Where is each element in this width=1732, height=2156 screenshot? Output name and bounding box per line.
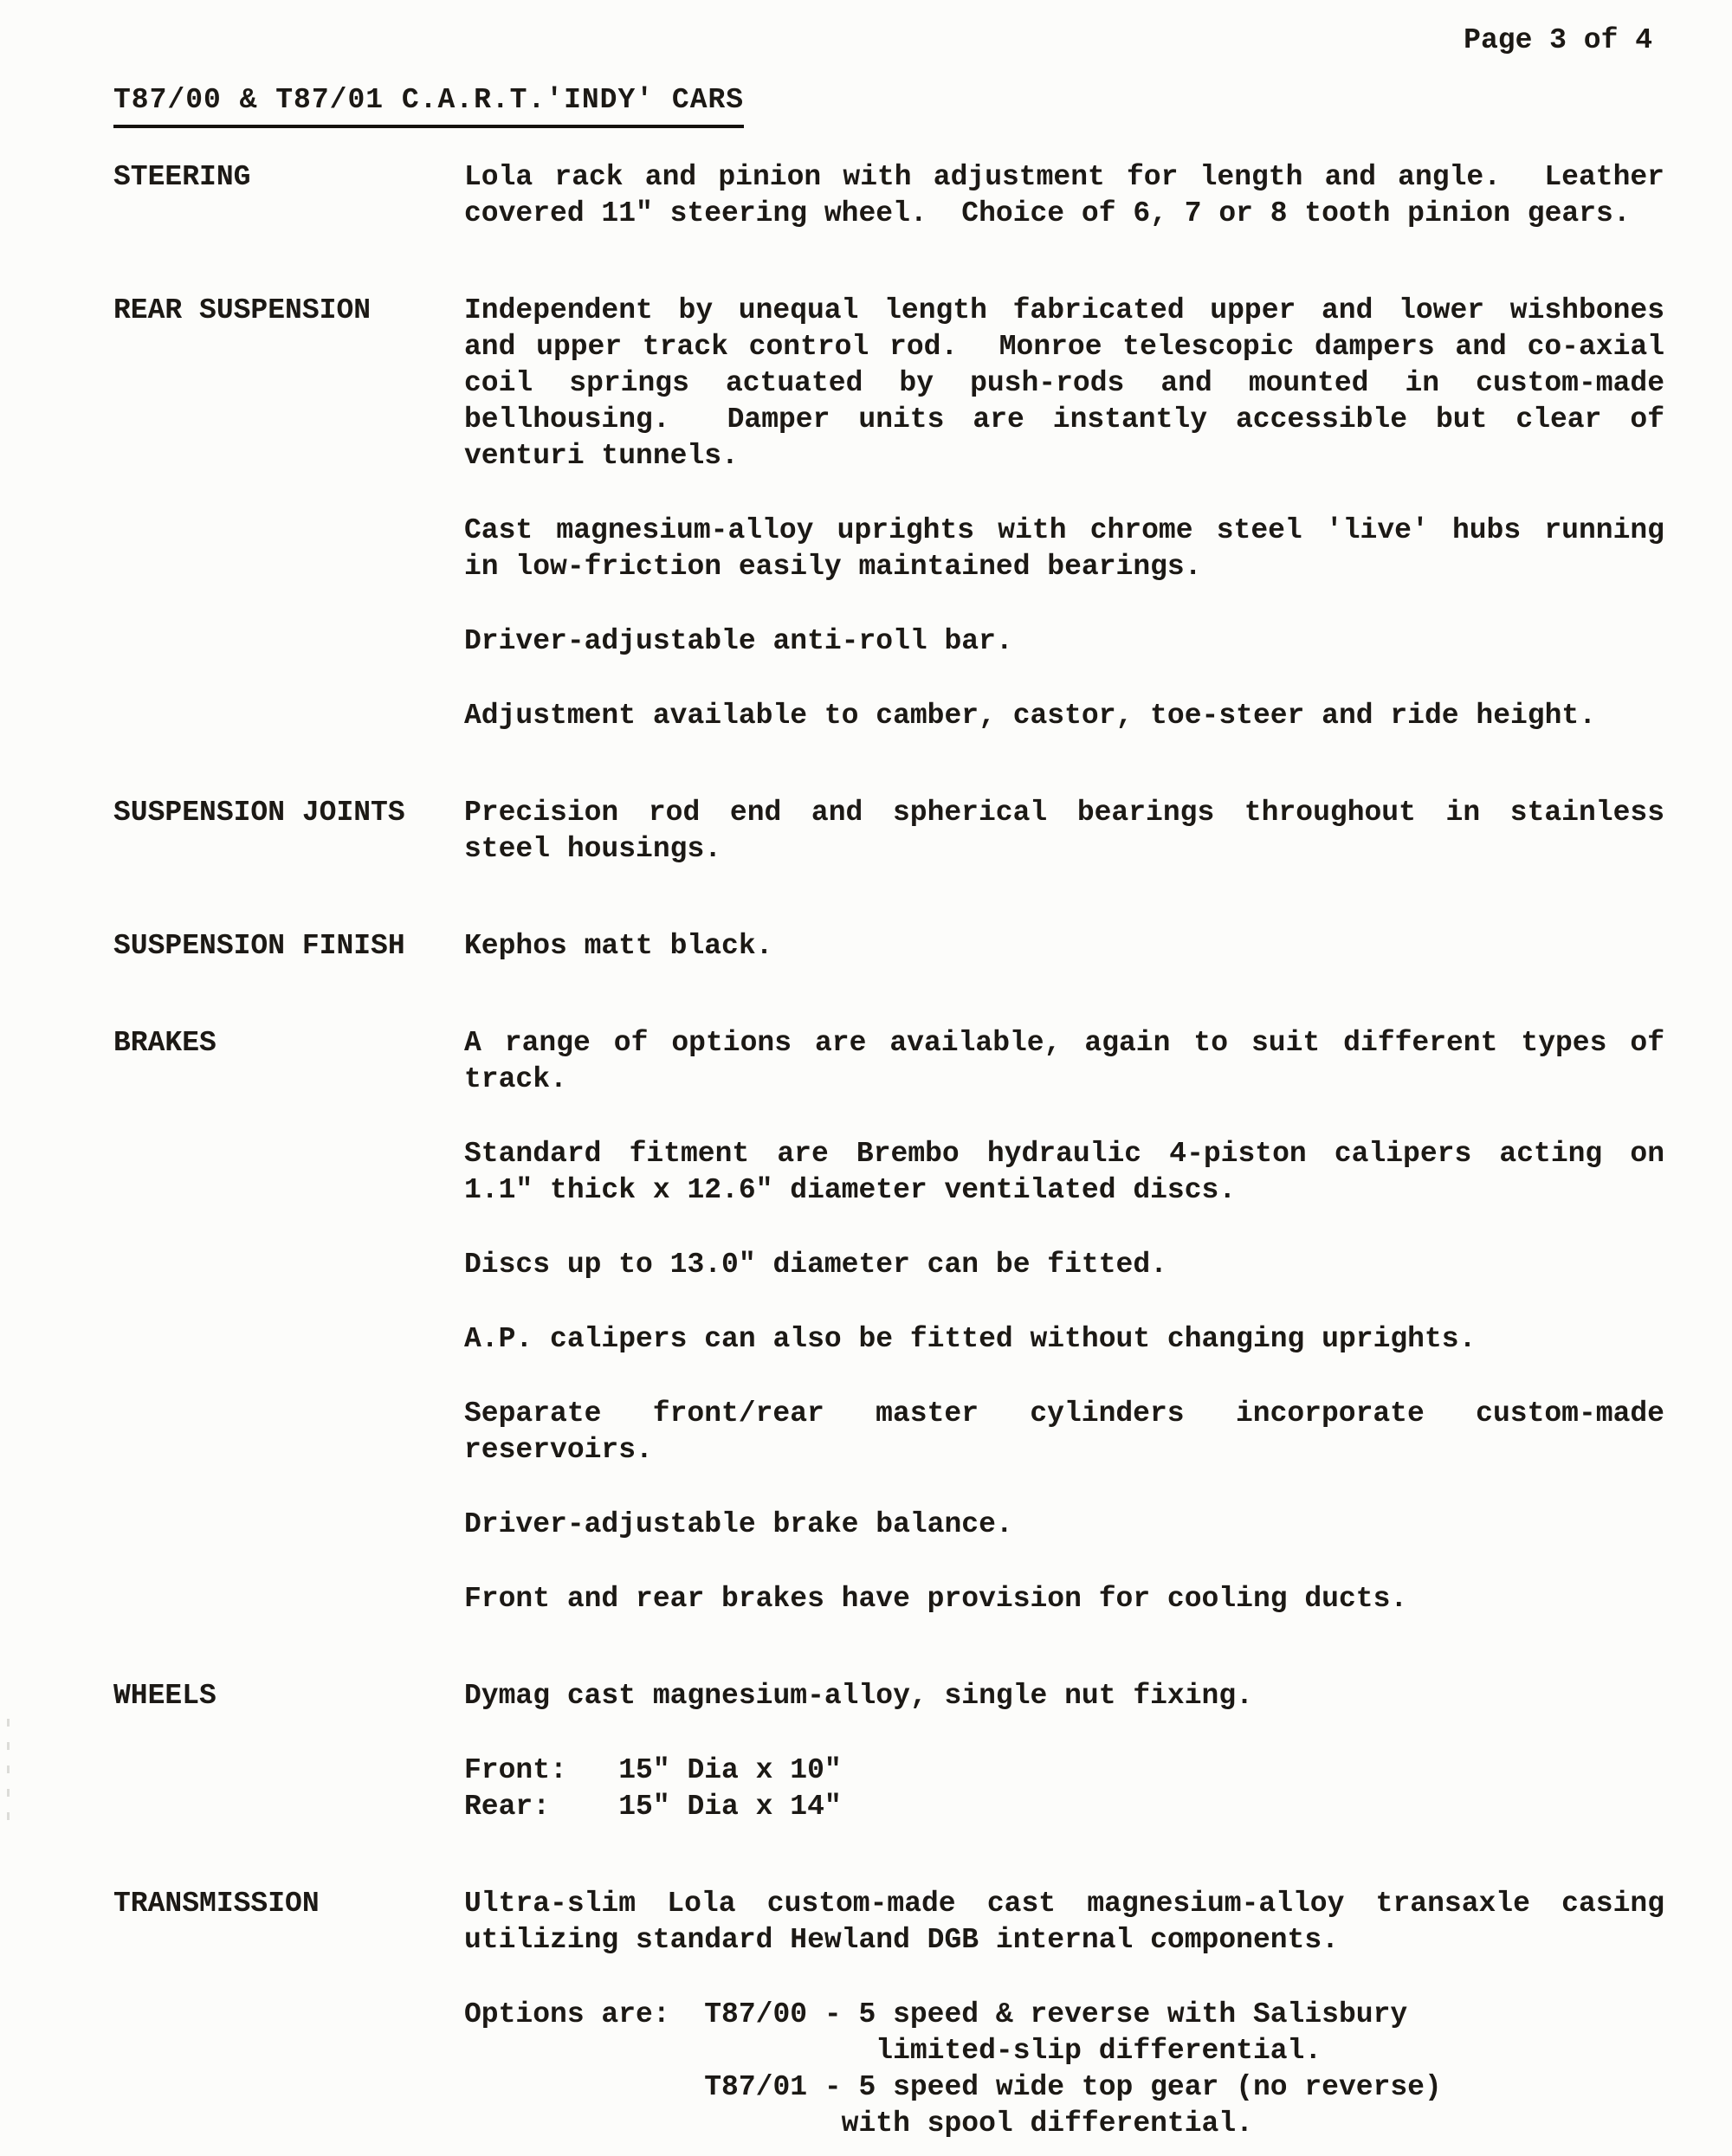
- spec-section-suspension-joints: [0, 795, 1732, 868]
- paragraph: Adjustment available to camber, castor, toe-steer and ride height.: [464, 700, 1597, 732]
- section-content: [464, 1025, 1682, 1617]
- paragraph: Separate front/rear master cylinders incorporate custom-made reservoirs.: [464, 1398, 1682, 1466]
- spec-line: T87/01 - 5 speed wide top gear (no reverse): [464, 2071, 1442, 2103]
- spec-line: with spool differential.: [464, 2108, 1253, 2140]
- spec-section-steering: [0, 159, 1732, 232]
- paragraph: Kephos matt black.: [464, 930, 773, 962]
- scan-artifact: [7, 1719, 10, 1827]
- spec-lines: [464, 1997, 1664, 2142]
- paragraph: Cast magnesium-alloy uprights with chrome steel 'live' hubs running in low-friction easily maintained bearings.: [464, 514, 1682, 583]
- spec-sections: [0, 159, 1732, 2142]
- paragraph: A.P. calipers can also be fitted without changing uprights.: [464, 1323, 1477, 1355]
- section-content: [464, 293, 1682, 734]
- spec-line: limited-slip differential.: [464, 2035, 1322, 2067]
- section-label: STEERING: [113, 161, 251, 193]
- section-content: [464, 1678, 1664, 1825]
- spec-section-wheels: [0, 1678, 1732, 1825]
- paragraph: Ultra-slim Lola custom-made cast magnesium-alloy transaxle casing utilizing standard Hewland DGB internal components.: [464, 1888, 1682, 1956]
- spec-section-transmission: [0, 1886, 1732, 2142]
- paragraph: Independent by unequal length fabricated upper and lower wishbones and upper track control rod. Monroe telescopic dampers and co-axial coil springs actuated by push-rods and mounted in custom-made bellhousing. Damper units are instantly accessible but clear of venturi tunnels.: [464, 294, 1682, 472]
- spec-line: Front: 15" Dia x 10": [464, 1754, 842, 1786]
- paragraph: Lola rack and pinion with adjustment for length and angle. Leather covered 11" steering wheel. Choice of 6, 7 or 8 tooth pinion gears.: [464, 161, 1682, 229]
- spec-section-rear-suspension: [0, 293, 1732, 734]
- section-content: [464, 795, 1682, 868]
- spec-line: Rear: 15" Dia x 14": [464, 1791, 842, 1823]
- section-content: [464, 1886, 1682, 2142]
- section-content: [464, 159, 1682, 232]
- section-label: SUSPENSION FINISH: [113, 930, 405, 962]
- section-label: REAR SUSPENSION: [113, 294, 372, 326]
- paragraph: Front and rear brakes have provision for cooling ducts.: [464, 1583, 1408, 1615]
- section-label: TRANSMISSION: [113, 1888, 320, 1920]
- spec-line: Options are: T87/00 - 5 speed & reverse with Salisbury: [464, 1998, 1408, 2030]
- paragraph: Discs up to 13.0" diameter can be fitted.: [464, 1249, 1167, 1281]
- section-content: [464, 928, 1664, 965]
- paragraph: Dymag cast magnesium-alloy, single nut fixing.: [464, 1680, 1253, 1712]
- section-label: SUSPENSION JOINTS: [113, 797, 405, 829]
- page-title: T87/00 & T87/01 C.A.R.T.'INDY' CARS: [113, 82, 744, 128]
- spec-section-suspension-finish: [0, 928, 1732, 965]
- paragraph: Driver-adjustable brake balance.: [464, 1508, 1013, 1540]
- paragraph: Standard fitment are Brembo hydraulic 4-piston calipers acting on 1.1" thick x 12.6" diameter ventilated discs.: [464, 1138, 1682, 1206]
- spec-lines: [464, 1753, 1664, 1825]
- paragraph: A range of options are available, again to suit different types of track.: [464, 1027, 1682, 1095]
- page-number: Page 3 of 4: [1464, 24, 1652, 56]
- paragraph: Driver-adjustable anti-roll bar.: [464, 625, 1013, 657]
- spec-section-brakes: [0, 1025, 1732, 1617]
- paragraph: Precision rod end and spherical bearings throughout in stainless steel housings.: [464, 797, 1682, 865]
- section-label: WHEELS: [113, 1680, 216, 1712]
- section-label: BRAKES: [113, 1027, 216, 1059]
